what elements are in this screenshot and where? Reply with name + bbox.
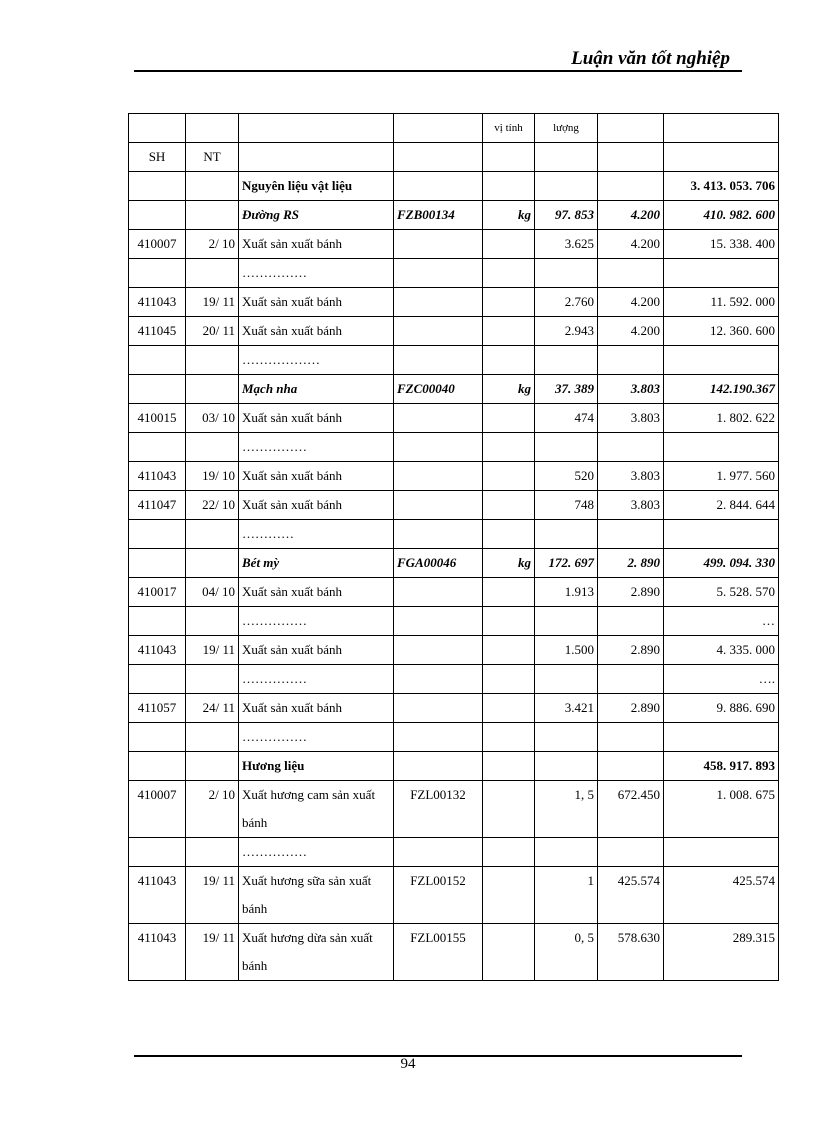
table-row [129,230,779,259]
cell-sh [129,752,186,781]
cell-amount: 1. 977. 560 [664,462,779,491]
cell-unit-price: 4.200 [598,288,664,317]
ellipsis-row [129,665,779,694]
cell-quantity [535,838,598,867]
header-cell [239,114,394,143]
cell-sh: 410015 [129,404,186,433]
table-row [129,924,779,981]
section-row [129,201,779,230]
cell-unit-price: 4.200 [598,201,664,230]
header-cell [483,143,535,172]
cell-quantity [535,259,598,288]
cell-nt [186,346,239,375]
cell-unit-price [598,838,664,867]
cell-code [394,578,483,607]
ellipsis-row [129,346,779,375]
cell-description: Xuất hương sữa sản xuất bánh [239,867,394,924]
cell-unit-price: 3.803 [598,404,664,433]
cell-amount [664,346,779,375]
cell-description: Xuất sản xuất bánh [239,578,394,607]
cell-nt [186,752,239,781]
ledger-body [129,114,779,981]
cell-unit [483,520,535,549]
cell-unit-price [598,752,664,781]
cell-code [394,838,483,867]
cell-code [394,607,483,636]
cell-code [394,317,483,346]
cell-unit [483,317,535,346]
cell-code [394,230,483,259]
cell-nt [186,520,239,549]
cell-amount: 1. 802. 622 [664,404,779,433]
cell-code: FZL00132 [394,781,483,838]
header-row-document [129,143,779,172]
cell-description: …………… [239,838,394,867]
cell-quantity [535,172,598,201]
header-cell-quantity: lượng [535,114,598,143]
cell-code [394,723,483,752]
cell-quantity [535,723,598,752]
cell-unit-price [598,607,664,636]
cell-quantity: 0, 5 [535,924,598,981]
cell-unit [483,433,535,462]
cell-unit [483,491,535,520]
cell-code [394,520,483,549]
cell-unit [483,636,535,665]
cell-description: Nguyên liệu vật liệu [239,172,394,201]
cell-description: …………… [239,433,394,462]
header-cell [394,114,483,143]
cell-unit [483,230,535,259]
cell-description: Xuất hương dừa sản xuất bánh [239,924,394,981]
header-cell-nt: NT [186,143,239,172]
cell-nt: 19/ 11 [186,924,239,981]
cell-unit-price: 578.630 [598,924,664,981]
table-row [129,491,779,520]
page-header-title: Luận văn tốt nghiệp [571,48,730,69]
cell-unit [483,259,535,288]
header-cell [129,114,186,143]
cell-sh [129,607,186,636]
cell-unit [483,867,535,924]
ellipsis-row [129,838,779,867]
cell-code [394,462,483,491]
cell-nt: 19/ 11 [186,636,239,665]
cell-sh: 410007 [129,230,186,259]
cell-amount: 12. 360. 600 [664,317,779,346]
cell-amount: 142.190.367 [664,375,779,404]
cell-code: FZC00040 [394,375,483,404]
cell-quantity: 172. 697 [535,549,598,578]
cell-unit [483,723,535,752]
cell-quantity [535,520,598,549]
cell-code: FGA00046 [394,549,483,578]
cell-unit-price [598,665,664,694]
header-cell [239,143,394,172]
cell-quantity: 3.625 [535,230,598,259]
cell-code [394,752,483,781]
table-row [129,462,779,491]
header-cell-sh: SH [129,143,186,172]
cell-quantity: 1.913 [535,578,598,607]
cell-nt [186,201,239,230]
cell-nt: 20/ 11 [186,317,239,346]
cell-amount: 5. 528. 570 [664,578,779,607]
cell-quantity [535,665,598,694]
cell-code [394,172,483,201]
cell-nt [186,375,239,404]
ellipsis-row [129,607,779,636]
table-row [129,317,779,346]
cell-quantity: 37. 389 [535,375,598,404]
cell-sh: 411043 [129,867,186,924]
section-row [129,172,779,201]
cell-sh: 410007 [129,781,186,838]
cell-code [394,694,483,723]
cell-nt: 19/ 10 [186,462,239,491]
cell-unit [483,665,535,694]
cell-quantity [535,752,598,781]
header-cell [598,143,664,172]
table-row [129,636,779,665]
cell-description: Đường RS [239,201,394,230]
cell-unit-price [598,259,664,288]
cell-unit-price: 2.890 [598,694,664,723]
cell-unit-price: 672.450 [598,781,664,838]
header-cell [664,143,779,172]
header-cell [186,114,239,143]
cell-sh [129,375,186,404]
cell-unit [483,607,535,636]
cell-sh [129,549,186,578]
cell-amount [664,259,779,288]
cell-unit-price: 3.803 [598,491,664,520]
header-row-units [129,114,779,143]
cell-unit-price: 3.803 [598,375,664,404]
cell-unit-price: 3.803 [598,462,664,491]
cell-sh: 411047 [129,491,186,520]
cell-description: Xuất sản xuất bánh [239,288,394,317]
cell-code [394,636,483,665]
cell-code: FZB00134 [394,201,483,230]
cell-amount: 15. 338. 400 [664,230,779,259]
table-row [129,694,779,723]
cell-description: Xuất sản xuất bánh [239,317,394,346]
cell-nt [186,723,239,752]
header-cell [394,143,483,172]
cell-description: Xuất sản xuất bánh [239,491,394,520]
table-row [129,781,779,838]
cell-unit [483,924,535,981]
cell-code [394,288,483,317]
cell-sh: 411057 [129,694,186,723]
cell-quantity: 520 [535,462,598,491]
cell-code [394,665,483,694]
cell-unit [483,752,535,781]
cell-code [394,433,483,462]
cell-sh [129,172,186,201]
cell-unit-price [598,520,664,549]
page-number: 94 [400,1056,416,1072]
cell-nt: 2/ 10 [186,781,239,838]
cell-nt [186,259,239,288]
cell-quantity: 474 [535,404,598,433]
cell-nt [186,172,239,201]
cell-unit-price: 4.200 [598,230,664,259]
cell-amount [664,838,779,867]
cell-sh: 411043 [129,636,186,665]
cell-unit [483,404,535,433]
cell-amount: 499. 094. 330 [664,549,779,578]
cell-sh: 411045 [129,317,186,346]
cell-quantity: 2.760 [535,288,598,317]
cell-unit [483,838,535,867]
cell-unit [483,172,535,201]
cell-unit-price: 2.890 [598,578,664,607]
cell-quantity [535,346,598,375]
cell-unit: kg [483,549,535,578]
cell-description: Xuất sản xuất bánh [239,462,394,491]
header-cell [535,143,598,172]
cell-nt: 24/ 11 [186,694,239,723]
cell-code [394,404,483,433]
cell-nt: 03/ 10 [186,404,239,433]
ellipsis-row [129,723,779,752]
cell-description: Xuất sản xuất bánh [239,636,394,665]
cell-amount [664,433,779,462]
cell-nt: 22/ 10 [186,491,239,520]
cell-unit-price: 425.574 [598,867,664,924]
section-row [129,752,779,781]
cell-unit [483,781,535,838]
cell-code [394,346,483,375]
cell-description: ………… [239,520,394,549]
cell-sh: 411043 [129,288,186,317]
cell-quantity: 748 [535,491,598,520]
cell-unit-price [598,723,664,752]
cell-description: Xuất sản xuất bánh [239,404,394,433]
cell-unit [483,346,535,375]
cell-nt [186,549,239,578]
table-row [129,867,779,924]
cell-amount: 458. 917. 893 [664,752,779,781]
cell-description: Mạch nha [239,375,394,404]
header-cell-unit: vị tính [483,114,535,143]
cell-amount: … [664,607,779,636]
cell-unit-price [598,433,664,462]
cell-description: Hương liệu [239,752,394,781]
cell-nt: 2/ 10 [186,230,239,259]
cell-sh [129,201,186,230]
table-row [129,404,779,433]
cell-unit: kg [483,201,535,230]
cell-code [394,491,483,520]
section-row [129,375,779,404]
cell-unit-price: 2.890 [598,636,664,665]
ledger-table [128,113,779,981]
header-cell [664,114,779,143]
cell-unit [483,578,535,607]
cell-unit-price [598,346,664,375]
header-rule [134,70,742,72]
cell-nt [186,433,239,462]
cell-nt [186,838,239,867]
ellipsis-row [129,520,779,549]
cell-unit [483,694,535,723]
cell-quantity: 1.500 [535,636,598,665]
cell-amount: 3. 413. 053. 706 [664,172,779,201]
cell-description: Bét mỳ [239,549,394,578]
cell-sh [129,433,186,462]
cell-sh [129,346,186,375]
cell-amount: 11. 592. 000 [664,288,779,317]
cell-unit [483,288,535,317]
cell-description: …………… [239,259,394,288]
cell-amount: …. [664,665,779,694]
cell-description: …………… [239,665,394,694]
cell-description: …………… [239,607,394,636]
table-row [129,288,779,317]
cell-amount: 2. 844. 644 [664,491,779,520]
cell-nt: 04/ 10 [186,578,239,607]
cell-quantity [535,433,598,462]
cell-amount [664,520,779,549]
cell-sh: 410017 [129,578,186,607]
cell-amount: 425.574 [664,867,779,924]
cell-code [394,259,483,288]
cell-amount: 410. 982. 600 [664,201,779,230]
cell-quantity: 1 [535,867,598,924]
cell-unit [483,462,535,491]
cell-quantity: 97. 853 [535,201,598,230]
cell-sh [129,723,186,752]
cell-amount: 289.315 [664,924,779,981]
ellipsis-row [129,259,779,288]
cell-sh: 411043 [129,462,186,491]
cell-description: ……………… [239,346,394,375]
table-row [129,578,779,607]
cell-code: FZL00152 [394,867,483,924]
cell-sh [129,259,186,288]
cell-nt [186,607,239,636]
cell-nt: 19/ 11 [186,288,239,317]
cell-sh: 411043 [129,924,186,981]
section-row [129,549,779,578]
cell-description: Xuất sản xuất bánh [239,694,394,723]
cell-unit-price: 4.200 [598,317,664,346]
cell-description: Xuất sản xuất bánh [239,230,394,259]
cell-nt [186,665,239,694]
cell-unit-price [598,172,664,201]
cell-unit: kg [483,375,535,404]
header-cell [598,114,664,143]
cell-nt: 19/ 11 [186,867,239,924]
cell-quantity: 3.421 [535,694,598,723]
cell-amount [664,723,779,752]
cell-amount: 9. 886. 690 [664,694,779,723]
cell-quantity: 1, 5 [535,781,598,838]
cell-sh [129,665,186,694]
ellipsis-row [129,433,779,462]
cell-amount: 4. 335. 000 [664,636,779,665]
cell-sh [129,838,186,867]
cell-sh [129,520,186,549]
cell-amount: 1. 008. 675 [664,781,779,838]
cell-description: Xuất hương cam sản xuất bánh [239,781,394,838]
cell-code: FZL00155 [394,924,483,981]
cell-unit-price: 2. 890 [598,549,664,578]
cell-description: …………… [239,723,394,752]
cell-quantity [535,607,598,636]
cell-quantity: 2.943 [535,317,598,346]
